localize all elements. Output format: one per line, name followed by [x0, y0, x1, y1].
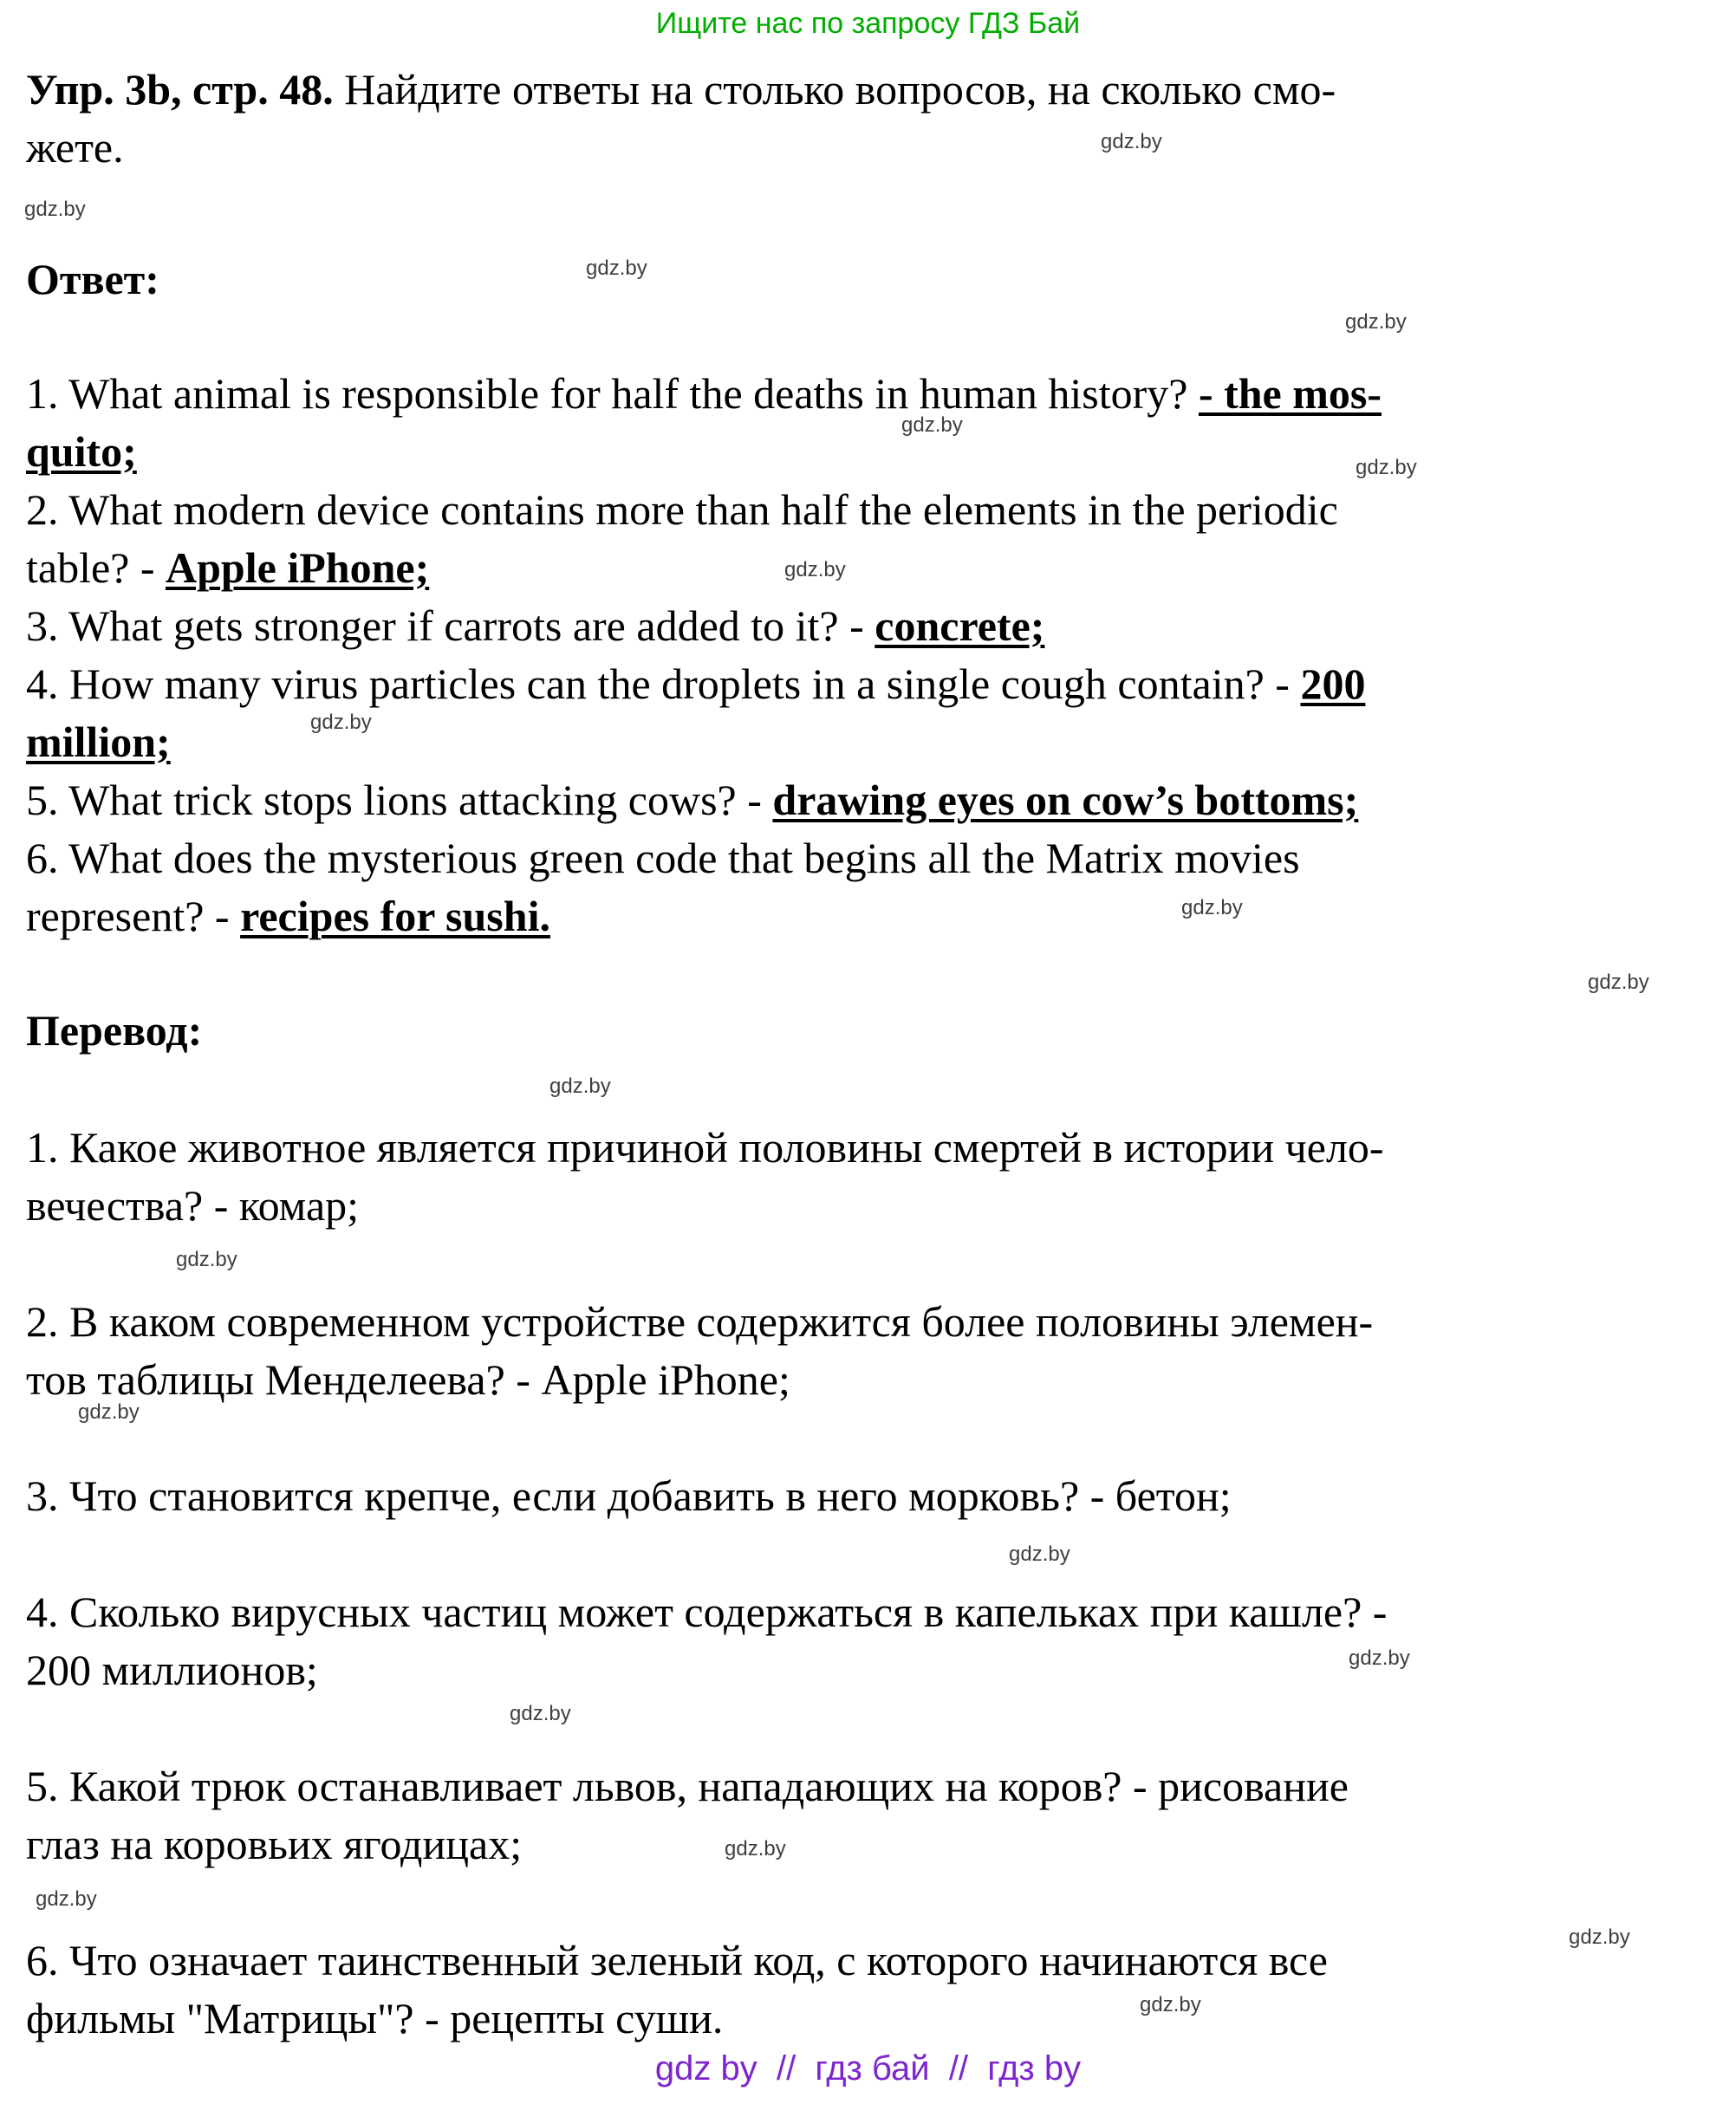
watermark: gdz.by	[1569, 1925, 1630, 1949]
document-content	[26, 61, 1710, 2048]
top-banner: Ищите нас по запросу ГДЗ Бай	[655, 7, 1081, 40]
answer-item-6-line-1	[26, 829, 1710, 887]
answer-text: Apple iPhone;	[166, 543, 430, 592]
translation-item-4-line-2: 200 миллионов;	[26, 1646, 318, 1694]
translation-item-3	[26, 1467, 1710, 1525]
watermark: gdz.by	[1181, 896, 1243, 919]
translation-item-2-line-1: 2. В каком современном устройстве содержится более половины элемен-	[26, 1297, 1374, 1346]
exercise-header-line-2: жете.	[26, 123, 124, 172]
translation-item-5-line-2: глаз на коровьих ягодицах;	[26, 1820, 523, 1868]
watermark: gdz.by	[176, 1248, 237, 1271]
question-text: 2. What modern device contains more than half the elements in the periodic	[26, 485, 1338, 534]
translation-item-5-line-1: 5. Какой трюк останавливает львов, нападающих на коров? - рисование	[26, 1762, 1349, 1810]
watermark: gdz.by	[1101, 130, 1162, 153]
translation-item-6	[26, 1932, 1710, 2048]
translation-item-5	[26, 1757, 1710, 1873]
watermark: gdz.by	[1588, 971, 1649, 994]
answer-text: - the mos-	[1198, 369, 1382, 418]
translation-item-6-line-1: 6. Что означает таинственный зеленый код, с которого начинаются все	[26, 1936, 1329, 1984]
watermark: gdz.by	[1345, 310, 1407, 334]
answer-item-4-line-2	[26, 713, 1710, 771]
translation-item-1-line-1: 1. Какое животное является причиной половины смертей в истории чело-	[26, 1123, 1384, 1172]
translation-list	[26, 1119, 1710, 2048]
watermark: gdz.by	[36, 1887, 97, 1911]
answer-item-1-line-2	[26, 423, 1710, 481]
answer-item-2-line-1	[26, 481, 1710, 539]
answer-item-4-line-1	[26, 655, 1710, 713]
watermark: gdz.by	[586, 257, 647, 280]
answer-item-6-line-2	[26, 887, 1710, 945]
question-text: 4. How many virus particles can the droplets in a single cough contain? -	[26, 659, 1301, 708]
translation-item-4-line-1: 4. Сколько вирусных частиц может содержаться в капельках при кашле? -	[26, 1588, 1388, 1636]
answer-item-5-line-1	[26, 771, 1710, 829]
translation-item-2-line-2: тов таблицы Менделеева? - Apple iPhone;	[26, 1355, 790, 1404]
translation-item-2	[26, 1293, 1710, 1409]
answer-heading: Ответ:	[26, 255, 159, 303]
translation-item-1-line-2: вечества? - комар;	[26, 1181, 360, 1230]
question-text: table? -	[26, 543, 166, 592]
watermark: gdz.by	[1349, 1646, 1410, 1670]
answer-item-2-line-2	[26, 539, 1710, 597]
translation-item-6-line-2: фильмы "Матрицы"? - рецепты суши.	[26, 1994, 724, 2042]
answer-text: concrete;	[875, 601, 1045, 650]
translation-heading: Перевод:	[26, 1006, 203, 1055]
watermark: gdz.by	[901, 413, 963, 437]
answer-text: 200	[1300, 659, 1366, 708]
watermark: gdz.by	[549, 1075, 611, 1098]
answer-text: drawing eyes on cow’s bottoms;	[772, 776, 1359, 824]
answer-text: quito;	[26, 427, 137, 476]
exercise-label: Упр. 3b, стр. 48.	[26, 65, 334, 114]
watermark: gdz.by	[24, 198, 86, 221]
watermark: gdz.by	[310, 711, 372, 734]
watermark: gdz.by	[78, 1400, 140, 1424]
translation-item-1	[26, 1119, 1710, 1235]
watermark: gdz.by	[784, 558, 846, 581]
translation-item-4	[26, 1583, 1710, 1699]
exercise-header	[26, 61, 1710, 177]
watermark: gdz.by	[1356, 456, 1417, 479]
exercise-header-line-1	[26, 61, 1710, 119]
answer-item-1-line-1	[26, 365, 1710, 423]
watermark: gdz.by	[510, 1702, 571, 1725]
question-text: 3. What gets stronger if carrots are added to it? -	[26, 601, 875, 650]
question-text: represent? -	[26, 892, 241, 940]
question-text: 1. What animal is responsible for half the deaths in human history?	[26, 369, 1199, 418]
watermark: gdz.by	[1140, 1993, 1201, 2016]
watermark: gdz.by	[725, 1837, 786, 1860]
question-text: 6. What does the mysterious green code that begins all the Matrix movies	[26, 834, 1300, 882]
watermark: gdz.by	[1009, 1542, 1070, 1566]
question-text: 5. What trick stops lions attacking cows? -	[26, 776, 773, 824]
translation-item-3-line-1: 3. Что становится крепче, если добавить в него морковь? - бетон;	[26, 1471, 1232, 1520]
answer-text: recipes for sushi.	[240, 892, 550, 940]
answer-item-3-line-1	[26, 597, 1710, 655]
answer-text: million;	[26, 718, 171, 766]
task-text: Найдите ответы на столько вопросов, на сколько смо-	[333, 65, 1336, 114]
answer-list	[26, 365, 1710, 945]
page-footer: gdz by // гдз бай // гдз by	[654, 2049, 1082, 2088]
